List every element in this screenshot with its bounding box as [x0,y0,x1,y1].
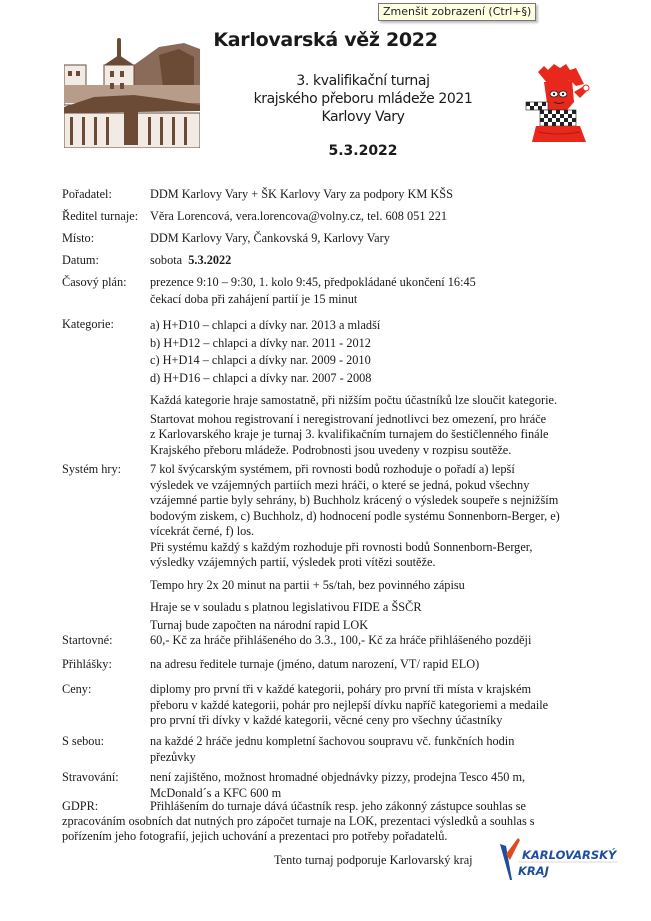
row-label: Ředitel turnaje: [62,209,139,223]
subtitle-line: 3. kvalifikační turnaj [296,73,430,89]
logo-text-line2: KRAJ [518,864,549,878]
meals-line: není zajištěno, možnost hromadné objednávky pizzy, prodejna Tesco 450 m, [150,770,526,784]
row-label: Stravování: [62,770,119,784]
tournament-date-heading: 5.3.2022 [328,143,398,159]
row-value: DDM Karlovy Vary + ŠK Karlovy Vary za podpory KM KŠS [150,187,453,201]
prizes-line: přeboru v každé kategorii, pohár pro nejlepší dívku napříč kategoriemi a medaile [150,697,549,712]
row-label: Časový plán: [62,275,127,289]
prizes-line: pro první tři dívky v každé kategorii, věcné ceny pro všechny účastníky [150,713,503,727]
logo-text-line1: KARLOVARSKÝ [522,848,617,862]
sponsor-note: Tento turnaj podporuje Karlovarský kraj [274,853,473,867]
system-line: vícekrát černé, f) los. [150,524,255,538]
meals-line: McDonald´s a KFC 600 m [150,785,282,800]
gdpr-section [62,799,535,844]
system-line: výsledky vzájemných partií, výsledek proti vítězi soutěže. [150,555,436,569]
karlovarsky-kraj-logo [492,838,622,888]
row-value [150,317,557,458]
row-label: Datum: [62,253,99,267]
gdpr-line: zpracováním osobních dat nutných pro zápočet turnaje na LOK, prezentaci výsledků a souhlas s [62,814,535,828]
row-value [150,734,514,765]
date-value: 5.3.2022 [188,253,232,267]
schedule-line: prezence 9:10 – 9:30, 1. kolo 9:45, předpokládané ukončení 16:45 [150,275,476,289]
system-line: vzájemné partie byly sehrány, b) Buchholz krácený o výsledek soupeře s nejnižším [150,493,559,507]
tournament-subtitle [230,72,496,126]
rules-line: Hraje se v souladu s platnou legislativou FIDE a ŠSČR [150,600,422,614]
row-value: Věra Lorencová, vera.lorencova@volny.cz, tel. 608 051 221 [150,209,447,223]
category-note: Každá kategorie hraje samostatně, při nižším počtu účastníků lze sloučit kategorie. [150,393,558,407]
gdpr-line: pořízením jeho fotografií, jejich uchování a prezentaci pro potřeby pořadatelů. [62,829,448,843]
system-line: výsledek ve vzájemných partiích mezi hráči, o které se jedná, pokud všechny [150,477,530,492]
subtitle-line: krajského přeboru mládeže 2021 [253,91,473,107]
row-value [150,462,560,633]
row-value: DDM Karlovy Vary, Čankovská 9, Karlovy Vary [150,231,390,245]
page-title: Karlovarská věž 2022 [213,29,438,51]
date-weekday: sobota [150,253,186,267]
category-item: a) H+D10 – chlapci a dívky nar. 2013 a mladší [150,318,381,332]
bring-line: přezůvky [150,749,196,764]
chess-rook-mascot-image [518,62,596,144]
row-label: Pořadatel: [62,187,112,201]
row-value: na adresu ředitele turnaje (jméno, datum narození, VT/ rapid ELO) [150,657,480,671]
row-value [150,682,548,729]
prizes-line: diplomy pro první tři v každé kategorii, poháry pro první tři místa v krajském [150,682,532,696]
category-item: c) H+D14 – chlapci a dívky nar. 2009 - 2010 [150,353,371,367]
row-value: 60,- Kč za hráče přihlášeného do 3.3., 100,- Kč za hráče přihlášeného později [150,633,532,647]
row-label: Přihlášky: [62,657,112,671]
gdpr-line: Přihlášením do turnaje dává účastník resp. jeho zákonný zástupce souhlas se [150,799,526,813]
category-note: Krajského přeboru mládeže. Podrobnosti jsou uvedeny v rozpisu soutěže. [150,442,512,457]
system-line: bodovým ziskem, c) Buchholz, d) hodnocení podle systému Sonnenborn-Berger, e) [150,508,560,523]
category-item: b) H+D12 – chlapci a dívky nar. 2011 - 2012 [150,335,371,350]
schedule-line: čekací doba při zahájení partií je 15 minut [150,292,358,306]
rules-line: Turnaj bude započten na národní rapid LOK [150,617,369,632]
system-line: 7 kol švýcarským systémem, při rovnosti bodů rozhoduje o pořadí a) lepší [150,462,515,476]
row-label: Systém hry: [62,462,122,476]
tempo-line: Tempo hry 2x 20 minut na partii + 5s/tah, bez povinného zápisu [150,577,465,592]
system-line: Při systému každý s každým rozhoduje při rovnosti bodů Sonnenborn-Berger, [150,539,533,554]
bring-line: na každé 2 hráče jednu kompletní šachovou soupravu vč. funkčních hodin [150,734,515,748]
category-note: Startovat mohou registrovaní i neregistrovaní jednotlivci bez omezení, pro hráče [150,411,547,426]
row-label: Ceny: [62,682,92,696]
row-label: S sebou: [62,734,105,748]
row-label: Místo: [62,231,95,245]
row-value [150,275,476,307]
category-note: z Karlovarského kraje je turnaj 3. kvalifikačním turnajem do šestičlenného finále [150,427,549,441]
row-value [150,253,231,268]
subtitle-line: Karlovy Vary [321,109,405,125]
row-label: Kategorie: [62,317,114,331]
karlovy-vary-drawing-image [64,35,200,148]
category-item: d) H+D16 – chlapci a dívky nar. 2007 - 2008 [150,370,372,385]
row-label: Startovné: [62,633,113,647]
zoom-out-tooltip: Zmenšit zobrazení (Ctrl+§) [378,3,536,21]
row-value [150,770,525,801]
gdpr-label: GDPR: [62,799,99,813]
